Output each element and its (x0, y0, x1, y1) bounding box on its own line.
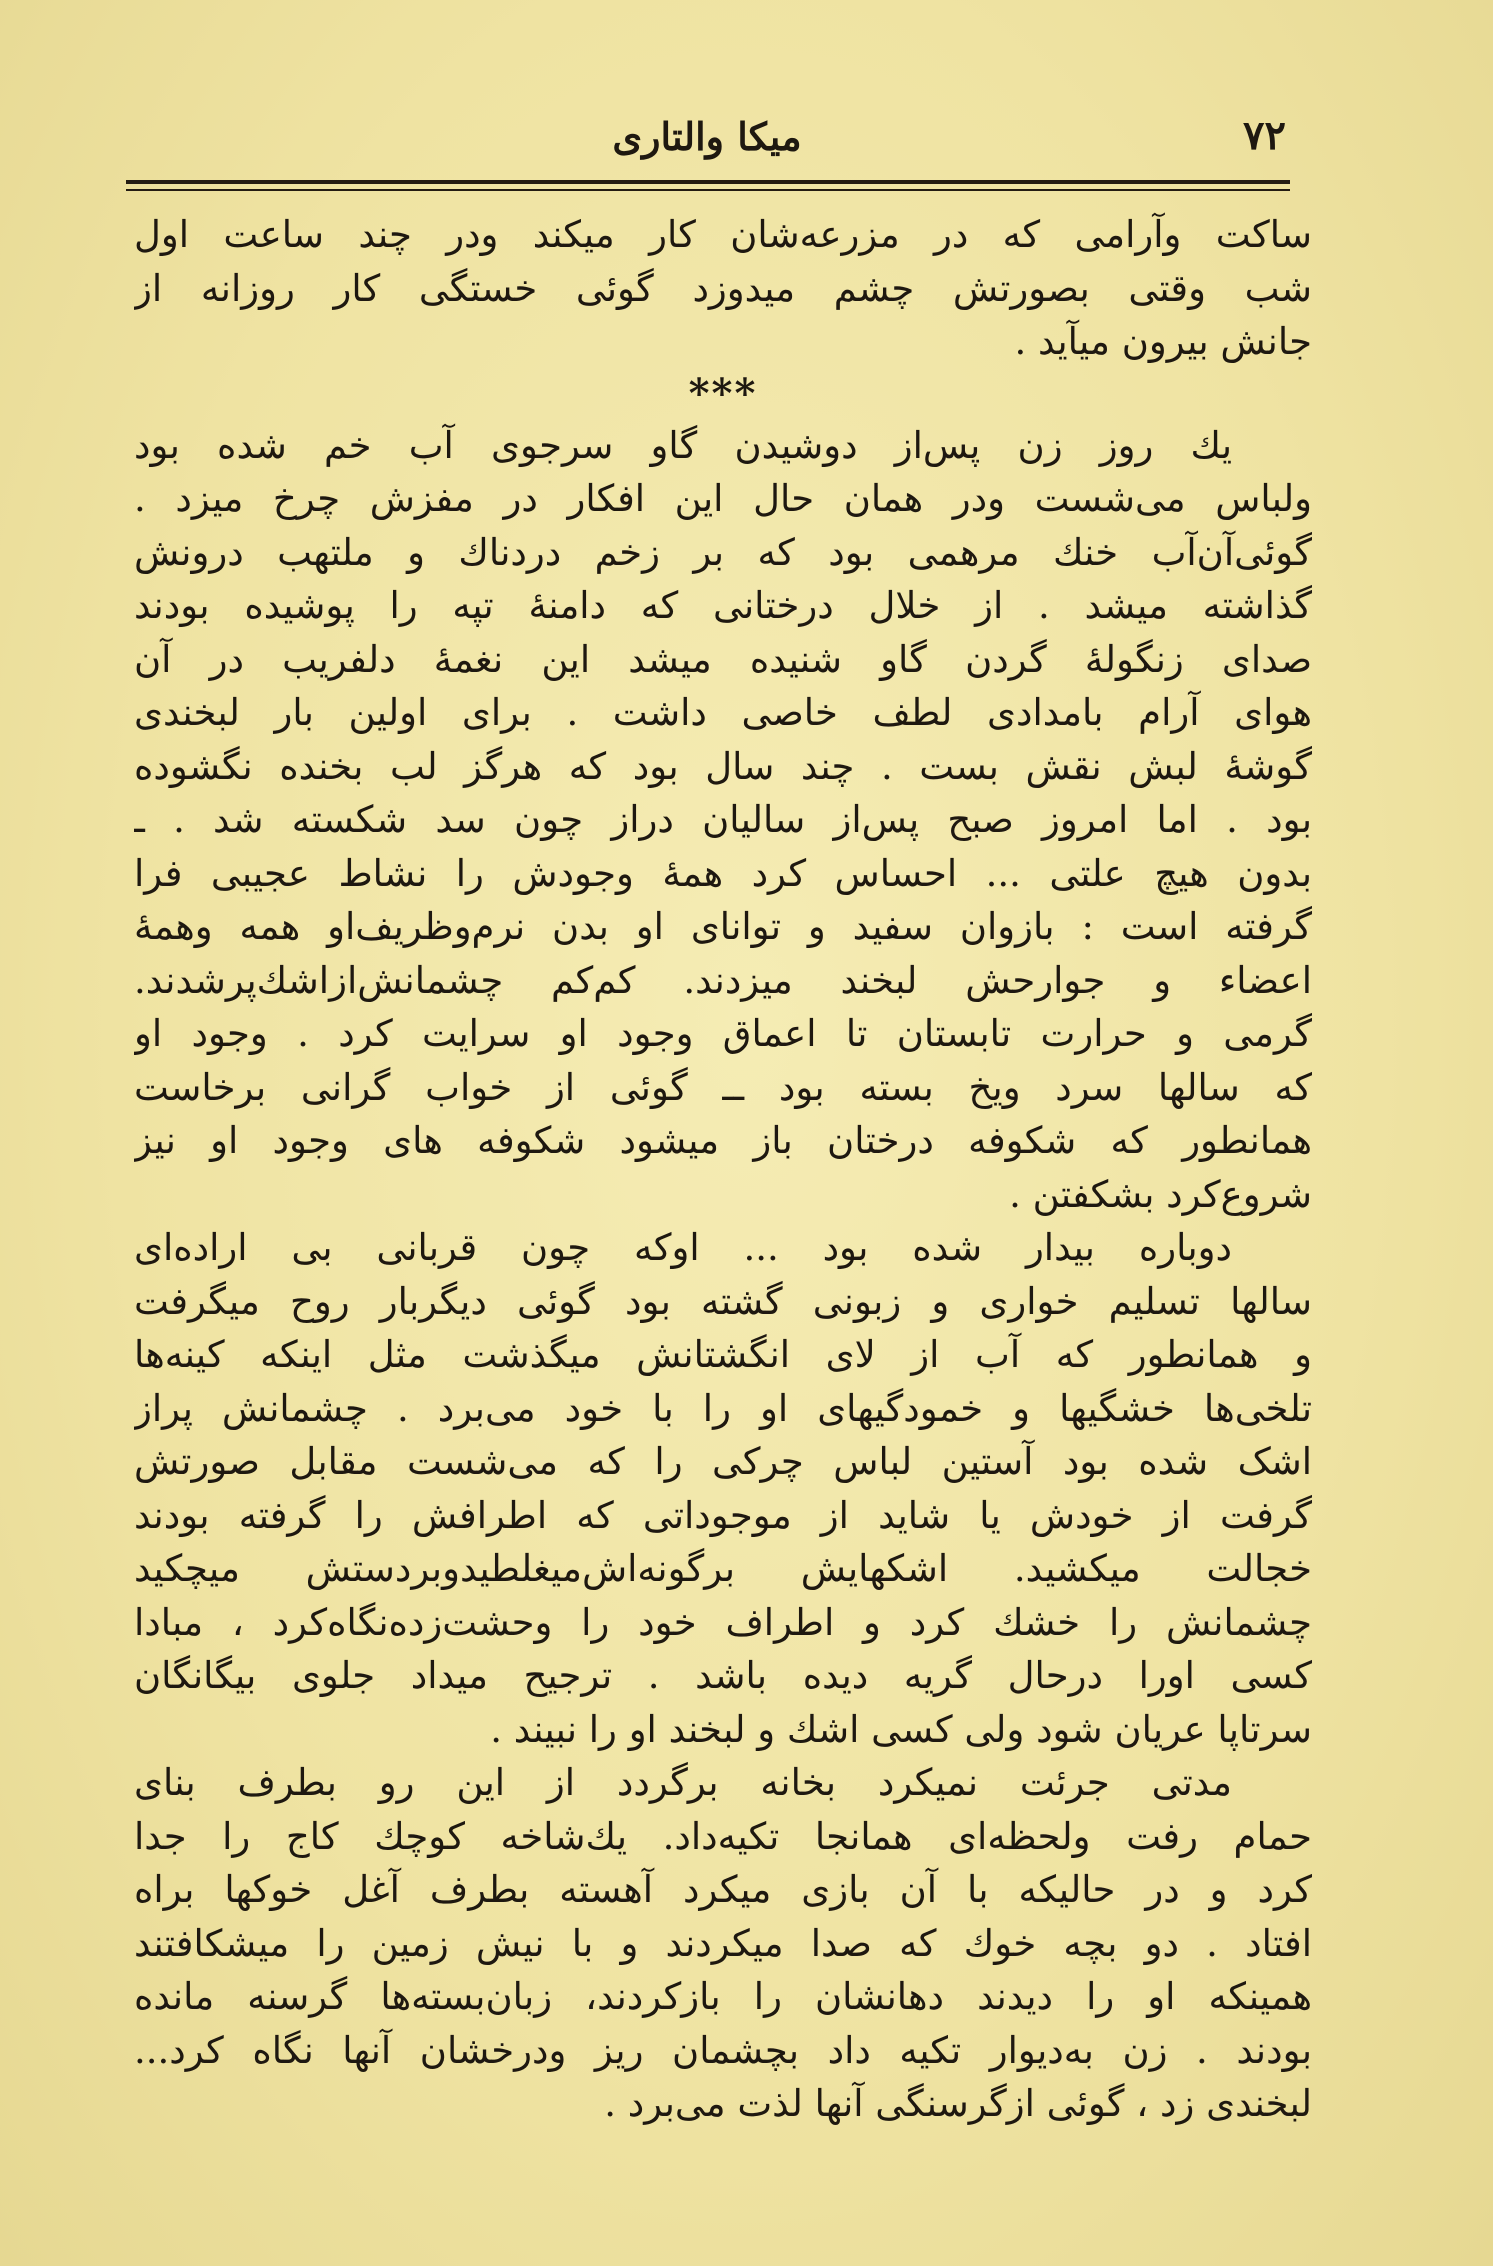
text-line: بود . اما امروز صبح پس‌از سالیان دراز چون سد شکسته شد . ـ (134, 798, 1312, 841)
page-number: ۷۲ (1243, 112, 1286, 159)
text-line: گرفته است : بازوان سفید و توانای او بدن نرم‌وظریف‌او همه وهمهٔ (134, 905, 1312, 948)
text-line: جانش بیرون میآید . (1014, 320, 1312, 363)
header-rule-thin (126, 189, 1290, 191)
text-line: همانطور که شکوفه درختان باز میشود شکوفه های وجود او نیز (134, 1119, 1312, 1162)
text-line: گذاشته میشد . از خلال درختانی که دامنهٔ تپه را پوشیده بودند (134, 584, 1312, 627)
text-line: ولباس می‌شست ودر همان حال این افکار در مفزش چرخ میزد . (134, 477, 1312, 520)
text-line: یك روز زن پس‌از دوشیدن گاو سرجوی آب خم شده بود (134, 423, 1232, 467)
text-line: لبخندی زد ، گوئی ازگرسنگی آنها لذت می‌برد . (604, 2082, 1312, 2125)
body-text (134, 208, 1312, 2131)
text-line: که سالها سرد ویخ بسته بود ــ گوئی از خواب گرانی برخاست (134, 1065, 1312, 1109)
text-line: تلخی‌ها خشگیها و خمودگیهای او را با خود می‌برد . چشمانش پراز (134, 1386, 1312, 1430)
text-line: اعضاء و جوارحش لبخند میزدند. کم‌کم چشمانش‌ازاشك‌پرشدند. (134, 958, 1312, 1002)
header-rule-thick (126, 180, 1290, 184)
text-line: بودند . زن به‌دیوار تکیه داد بچشمان ریز ودرخشان آنها نگاه کرد... (134, 2028, 1312, 2072)
text-line: و همانطور که آب از لای انگشتانش میگذشت مثل اینکه کینه‌ها (134, 1333, 1312, 1376)
text-line: صدای زنگولهٔ گردن گاو شنیده میشد این نغمهٔ دلفریب در آن (134, 637, 1312, 681)
text-line: کرد و در حالیکه با آن بازی میکرد آهسته بطرف آغل خوکها براه (134, 1868, 1312, 1911)
text-line: ساکت وآرامی که در مزرعه‌شان کار میکند ودر چند ساعت اول (134, 213, 1312, 256)
text-line: بدون هیچ علتی ... احساس کرد همهٔ وجودش را نشاط عجیبی فرا (134, 851, 1312, 895)
text-line: دوباره بیدار شده بود ... اوکه چون قربانی بی اراده‌ای (134, 1226, 1232, 1269)
text-line: سالها تسلیم خواری و زبونی گشته بود گوئی دیگربار روح میگرفت (134, 1279, 1312, 1323)
text-line: همینکه او را دیدند دهانشان را بازکردند، زبان‌بسته‌ها گرسنه مانده (134, 1975, 1312, 2018)
text-line: کسی اورا درحال گریه دیده باشد . ترجیح میداد جلوی بیگانگان (134, 1654, 1312, 1697)
text-line: اشک شده بود آستین لباس چرکی را که می‌شست مقابل صورتش (134, 1440, 1312, 1483)
text-line: شروع‌کرد بشکفتن . (1009, 1172, 1312, 1216)
text-line: چشمانش را خشك کرد و اطراف خود را وحشت‌زده‌نگاه‌کرد ، مبادا (134, 1600, 1312, 1644)
text-line: گوئی‌آن‌آب خنك مرهمی بود که بر زخم دردناك و ملتهب درونش (134, 530, 1312, 574)
text-line: شب وقتی بصورتش چشم میدوزد گوئی خستگی کار روزانه از (134, 266, 1312, 310)
text-line: گرفت از خودش یا شاید از موجوداتی که اطرافش را گرفته بودند (134, 1493, 1312, 1537)
text-line: خجالت میکشید. اشکهایش برگونه‌اش‌میغلطیدوبردستش میچکید (134, 1547, 1312, 1590)
text-line: حمام رفت ولحظه‌ای همانجا تکیه‌داد. یك‌شاخه کوچك کاج را جدا (134, 1814, 1312, 1858)
text-line: گرمی و حرارت تابستان تا اعماق وجود او سرایت کرد . وجود او (134, 1012, 1312, 1055)
text-line: سرتاپا عریان شود ولی کسی اشك و لبخند او را نبیند . (490, 1707, 1312, 1751)
text-line: گوشهٔ لبش نقش بست . چند سال بود که هرگز لب بخنده نگشوده (134, 744, 1312, 788)
section-separator: *** (688, 369, 758, 417)
running-title: میکا والتاری (612, 114, 802, 159)
text-line: مدتی جرئت نمیکرد بخانه برگردد از این رو بطرف بنای (134, 1761, 1232, 1804)
page-header (128, 112, 1286, 172)
text-line: هوای آرام بامدادی لطف خاصی داشت . برای اولین بار لبخندی (134, 691, 1312, 734)
text-line: افتاد . دو بچه خوك که صدا میکردند و با نیش زمین را میشکافتند (134, 1921, 1312, 1965)
